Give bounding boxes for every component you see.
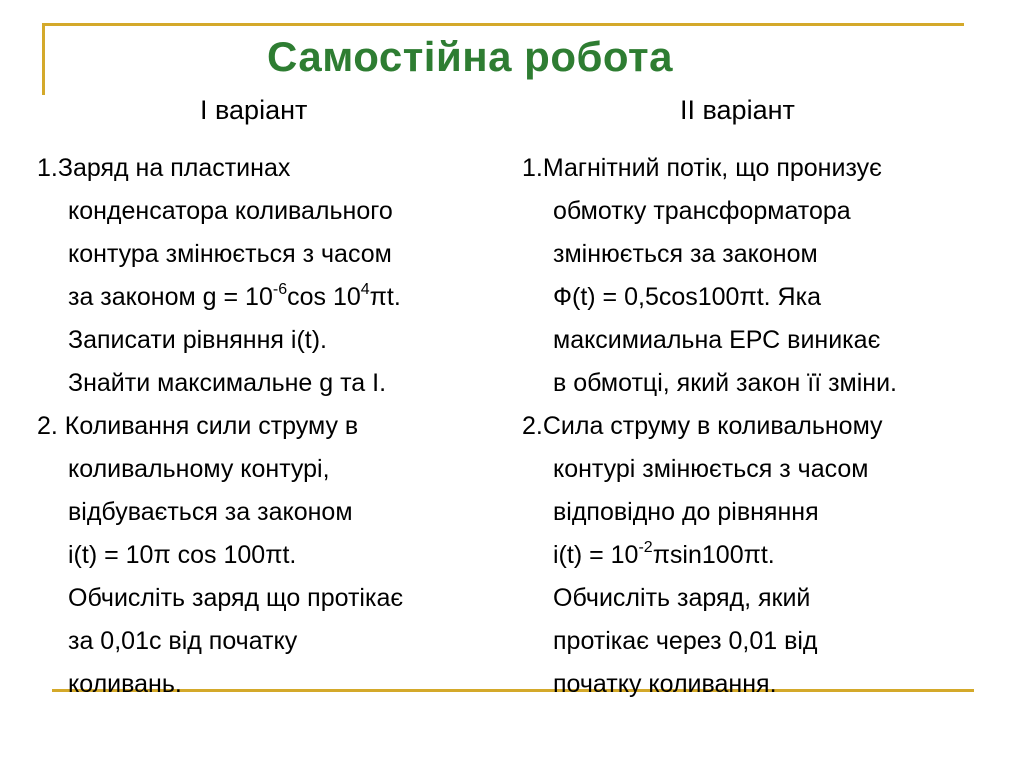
- v1-line: коливальному контурі,: [68, 455, 330, 483]
- variant-2-column: [522, 147, 1002, 706]
- v2-line: 2.Сила струму в коливальному: [522, 412, 883, 440]
- v1-line: контура змінюється з часом: [68, 240, 392, 268]
- v2-line: максимиальна ЕРС виникає: [553, 326, 881, 354]
- v2-line: обмотку трансформатора: [553, 197, 851, 225]
- v2-formula-part: i(t) = 10: [553, 541, 639, 569]
- variant-1-heading: I варіант: [200, 95, 308, 125]
- v1-line: відбувається за законом: [68, 498, 353, 526]
- v1-formula-exponent: -6: [272, 280, 288, 298]
- v2-line: Ф(t) = 0,5cos100πt. Яка: [553, 283, 821, 311]
- slide-title: Самостійна робота: [267, 33, 673, 80]
- v1-line: 1.Заряд на пластинах: [37, 154, 291, 182]
- v2-line: початку коливання.: [553, 670, 777, 698]
- v2-formula-part: πsin100πt.: [652, 541, 775, 569]
- v1-line: i(t) = 10π cos 100πt.: [68, 541, 297, 569]
- v2-line: Обчисліть заряд, який: [553, 584, 811, 612]
- variant-2-heading: II варіант: [680, 95, 795, 125]
- v1-formula-part: cos 10: [287, 283, 361, 311]
- v2-line: відповідно до рівняння: [553, 498, 819, 526]
- v1-line: конденсатора коливального: [68, 197, 393, 225]
- v2-formula-line: [522, 534, 1002, 577]
- v1-line: коливань.: [68, 670, 182, 698]
- v1-formula-exponent: 4: [360, 280, 370, 298]
- v2-line: змінюється за законом: [553, 240, 818, 268]
- v1-line: Обчисліть заряд що протікає: [68, 584, 404, 612]
- v1-line: Знайти максимальне g та I.: [68, 369, 387, 397]
- v2-line: контурі змінюється з часом: [553, 455, 869, 483]
- v2-line: 1.Магнітний потік, що пронизує: [522, 154, 882, 182]
- v2-line: в обмотці, який закон її зміни.: [553, 369, 898, 397]
- v2-line: протікає через 0,01 від: [553, 627, 818, 655]
- v1-formula-part: πt.: [369, 283, 401, 311]
- v1-formula-part: за законом g = 10: [68, 283, 273, 311]
- v1-formula-line: [37, 276, 517, 319]
- v1-line: Записати рівняння і(t).: [68, 326, 327, 354]
- top-rule: [42, 23, 964, 26]
- v2-formula-exponent: -2: [638, 538, 653, 556]
- variant-1-column: [37, 147, 517, 706]
- v1-line: 2. Коливання сили струму в: [37, 412, 359, 440]
- v1-line: за 0,01с від початку: [68, 627, 298, 655]
